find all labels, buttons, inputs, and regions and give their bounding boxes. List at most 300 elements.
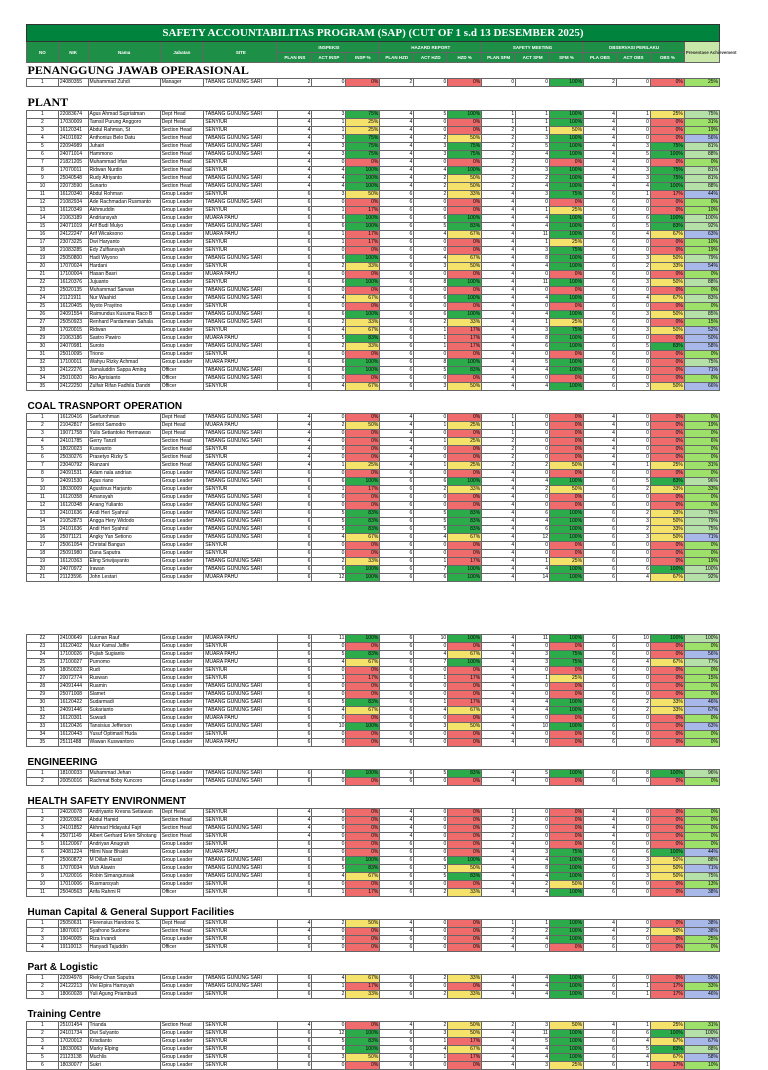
cell-hzd-pct: 0% (448, 731, 482, 739)
cell-plan-sfm: 4 (482, 215, 516, 223)
cell-act-obs: 0 (616, 159, 650, 167)
cell-insp-pct: 75% (346, 135, 380, 143)
cell-sfm-pct: 100% (550, 167, 584, 175)
cell-nik: 22094978 (58, 975, 88, 983)
cell-insp-pct: 17% (346, 486, 380, 494)
cell-insp-pct: 100% (346, 167, 380, 175)
cell-pla-obs: 6 (584, 849, 617, 857)
cell-act-sfm: 4 (516, 311, 550, 319)
cell-act-sfm: 14 (516, 574, 550, 582)
cell-act-obs: 0 (616, 287, 650, 295)
cell-nik: 17010006 (58, 881, 88, 889)
cell-sfm-pct: 0% (550, 691, 584, 699)
cell-act-insp: 0 (312, 731, 346, 739)
cell-obs-pct: 17% (650, 991, 684, 999)
header-plan-sfm: PLAN SFM (482, 53, 516, 63)
cell-act-sfm: 0 (516, 494, 550, 502)
cell-nama: Wahyu Rizky Achmad (88, 359, 160, 367)
cell-nama: Ruswan (88, 675, 160, 683)
cell-no: 8 (27, 470, 59, 478)
cell-insp-pct: 0% (346, 494, 380, 502)
cell-plan-hzd: 6 (380, 223, 414, 231)
cell-act-obs: 0 (616, 817, 650, 825)
cell-nik: 25050923 (58, 319, 88, 327)
cell-site: SENYIUR (204, 731, 278, 739)
cell-hzd-pct: 17% (448, 327, 482, 335)
header-group-inspeksi: INSPEKSI (278, 42, 380, 53)
cell-hzd-pct: 0% (448, 303, 482, 311)
cell-pla-obs: 6 (584, 375, 617, 383)
cell-act-hzd: 0 (414, 470, 448, 478)
cell-hzd-pct: 0% (448, 1062, 482, 1070)
cell-plan-hzd: 6 (380, 383, 414, 391)
table-row (27, 367, 720, 375)
table-row (27, 809, 720, 817)
section-title: PLANT (27, 95, 69, 109)
cell-hzd-pct: 0% (448, 271, 482, 279)
cell-nama: Yusuf Optimaril Huda (88, 731, 160, 739)
cell-act-insp: 0 (312, 199, 346, 207)
cell-act-sfm: 0 (516, 271, 550, 279)
cell-achievement: 19% (684, 247, 719, 255)
cell-act-sfm: 1 (516, 319, 550, 327)
cell-act-insp: 2 (312, 991, 346, 999)
cell-plan-hzd: 6 (380, 991, 414, 999)
cell-obs-pct: 0% (650, 247, 684, 255)
cell-achievement: 44% (684, 191, 719, 199)
cell-pla-obs: 4 (584, 454, 617, 462)
cell-achievement: 6% (684, 438, 719, 446)
cell-pla-obs: 6 (584, 1038, 617, 1046)
cell-no: 4 (27, 1046, 59, 1054)
cell-jabatan: Group Leader (160, 707, 204, 715)
cell-act-sfm: 0 (516, 303, 550, 311)
cell-hzd-pct: 100% (448, 167, 482, 175)
cell-plan-sfm: 2 (482, 1022, 516, 1030)
cell-plan-hzd: 6 (380, 944, 414, 952)
cell-plan-hzd: 6 (380, 502, 414, 510)
cell-plan-ins: 6 (278, 683, 312, 691)
cell-nik: 24080355 (58, 79, 88, 87)
cell-achievement: 31% (684, 1022, 719, 1030)
cell-obs-pct: 0% (650, 881, 684, 889)
cell-sfm-pct: 100% (550, 279, 584, 287)
cell-nama: Angky Yan Setiono (88, 534, 160, 542)
cell-sfm-pct: 0% (550, 825, 584, 833)
cell-act-hzd: 1 (414, 1038, 448, 1046)
cell-act-insp: 3 (312, 135, 346, 143)
cell-no: 2 (27, 119, 59, 127)
cell-plan-ins: 4 (278, 825, 312, 833)
cell-act-hzd: 5 (414, 223, 448, 231)
cell-act-sfm: 0 (516, 809, 550, 817)
cell-no: 25 (27, 303, 59, 311)
cell-plan-hzd: 4 (380, 462, 414, 470)
cell-plan-ins: 4 (278, 422, 312, 430)
cell-act-hzd: 2 (414, 486, 448, 494)
cell-act-insp: 5 (312, 526, 346, 534)
cell-site: SENYIUR (204, 928, 278, 936)
cell-plan-hzd: 6 (380, 699, 414, 707)
table-row (27, 534, 720, 542)
cell-achievement: 63% (684, 723, 719, 731)
cell-hzd-pct: 0% (448, 414, 482, 422)
cell-nama: Hilmi Nsar Bhakti (88, 849, 160, 857)
cell-site: SENYIUR (204, 936, 278, 944)
cell-act-obs: 0 (616, 239, 650, 247)
cell-act-hzd: 0 (414, 454, 448, 462)
cell-act-obs: 0 (616, 643, 650, 651)
cell-pla-obs: 6 (584, 691, 617, 699)
table-row (27, 574, 720, 582)
cell-achievement: 0% (684, 809, 719, 817)
cell-jabatan: Officer (160, 889, 204, 897)
cell-act-insp: 1 (312, 462, 346, 470)
cell-sfm-pct: 25% (550, 1062, 584, 1070)
cell-hzd-pct: 0% (448, 920, 482, 928)
cell-act-hzd: 1 (414, 438, 448, 446)
cell-hzd-pct: 50% (448, 723, 482, 731)
cell-pla-obs: 6 (584, 327, 617, 335)
cell-obs-pct: 0% (650, 135, 684, 143)
cell-achievement: 58% (684, 343, 719, 351)
cell-achievement: 100% (684, 215, 719, 223)
cell-plan-ins: 6 (278, 849, 312, 857)
cell-nik: 19110013 (58, 944, 88, 952)
cell-nik: 17070011 (58, 167, 88, 175)
table-row (27, 183, 720, 191)
table-row (27, 707, 720, 715)
cell-plan-hzd: 6 (380, 542, 414, 550)
cell-plan-hzd: 2 (380, 79, 414, 87)
cell-plan-hzd: 6 (380, 566, 414, 574)
cell-sfm-pct: 25% (550, 558, 584, 566)
cell-site: SENYIUR (204, 542, 278, 550)
cell-act-insp: 1 (312, 127, 346, 135)
cell-sfm-pct: 0% (550, 494, 584, 502)
cell-act-insp: 6 (312, 223, 346, 231)
cell-no: 4 (27, 438, 59, 446)
cell-sfm-pct: 100% (550, 231, 584, 239)
cell-act-hzd: 0 (414, 119, 448, 127)
cell-act-sfm: 8 (516, 335, 550, 343)
cell-jabatan: Group Leader (160, 683, 204, 691)
cell-achievement: 81% (684, 175, 719, 183)
spacer-row (27, 747, 720, 756)
cell-site: MUARA PAHU (204, 635, 278, 643)
cell-nama: Sukri (88, 1062, 160, 1070)
cell-hzd-pct: 100% (448, 566, 482, 574)
cell-act-insp: 11 (312, 635, 346, 643)
cell-sfm-pct: 100% (550, 1038, 584, 1046)
cell-act-hzd: 4 (414, 231, 448, 239)
table-row (27, 422, 720, 430)
cell-nik: 25091980 (58, 550, 88, 558)
cell-plan-hzd: 6 (380, 1030, 414, 1038)
cell-pla-obs: 6 (584, 667, 617, 675)
cell-plan-sfm: 1 (482, 111, 516, 119)
cell-plan-sfm: 4 (482, 635, 516, 643)
cell-jabatan: Group Leader (160, 699, 204, 707)
table-row (27, 247, 720, 255)
cell-act-sfm: 4 (516, 975, 550, 983)
cell-plan-hzd: 6 (380, 191, 414, 199)
cell-act-sfm: 4 (516, 478, 550, 486)
cell-plan-sfm: 4 (482, 255, 516, 263)
cell-act-insp: 0 (312, 446, 346, 454)
cell-insp-pct: 33% (346, 991, 380, 999)
cell-plan-ins: 6 (278, 651, 312, 659)
cell-act-insp: 1 (312, 889, 346, 897)
cell-nama: Dwi Sulyanto (88, 1030, 160, 1038)
cell-plan-sfm: 4 (482, 303, 516, 311)
header-nama: Nama (88, 42, 160, 63)
cell-plan-hzd: 6 (380, 1054, 414, 1062)
cell-nama: Hadi Wiyono (88, 255, 160, 263)
cell-achievement: 0% (684, 542, 719, 550)
section-title: Part & Logistic (27, 961, 99, 973)
cell-obs-pct: 0% (650, 159, 684, 167)
cell-site: SENYIUR (204, 817, 278, 825)
cell-achievement: 46% (684, 991, 719, 999)
cell-plan-ins: 6 (278, 991, 312, 999)
header-hzd-pct: HZD % (448, 53, 482, 63)
cell-plan-hzd: 6 (380, 715, 414, 723)
cell-achievement: 50% (684, 975, 719, 983)
cell-act-sfm: 4 (516, 889, 550, 897)
cell-plan-ins: 6 (278, 643, 312, 651)
cell-insp-pct: 0% (346, 414, 380, 422)
cell-act-obs: 0 (616, 809, 650, 817)
cell-nik: 25101454 (58, 1022, 88, 1030)
table-row (27, 351, 720, 359)
cell-plan-sfm: 4 (482, 1038, 516, 1046)
cell-act-sfm: 3 (516, 651, 550, 659)
cell-plan-hzd: 4 (380, 446, 414, 454)
cell-insp-pct: 17% (346, 231, 380, 239)
section-title: PENANGGUNG JAWAB OPERASIONAL (27, 63, 249, 77)
cell-nik: 24101636 (58, 526, 88, 534)
cell-nama: Andi Heri Syahrul (88, 510, 160, 518)
cell-no: 33 (27, 367, 59, 375)
cell-hzd-pct: 33% (448, 191, 482, 199)
cell-insp-pct: 0% (346, 715, 380, 723)
cell-achievement: 0% (684, 454, 719, 462)
cell-plan-ins: 6 (278, 881, 312, 889)
cell-no: 32 (27, 359, 59, 367)
cell-nik: 25071149 (58, 833, 88, 841)
cell-plan-ins: 6 (278, 191, 312, 199)
cell-plan-ins: 6 (278, 486, 312, 494)
cell-achievement: 38% (684, 889, 719, 897)
cell-act-obs: 0 (616, 207, 650, 215)
cell-act-insp: 2 (312, 920, 346, 928)
cell-no: 2 (27, 817, 59, 825)
cell-site: TABANG GUNUNG SARI (204, 825, 278, 833)
cell-nama: Agus Ahmad Supriatman (88, 111, 160, 119)
cell-plan-hzd: 6 (380, 351, 414, 359)
cell-act-obs: 6 (616, 566, 650, 574)
cell-act-hzd: 2 (414, 135, 448, 143)
cell-act-hzd: 1 (414, 558, 448, 566)
cell-nama: Saefurohman (88, 414, 160, 422)
cell-plan-sfm: 4 (482, 770, 516, 778)
cell-act-insp: 4 (312, 873, 346, 881)
cell-plan-ins: 6 (278, 691, 312, 699)
cell-act-insp: 2 (312, 558, 346, 566)
cell-act-insp: 2 (312, 319, 346, 327)
cell-plan-ins: 4 (278, 135, 312, 143)
cell-plan-ins: 6 (278, 223, 312, 231)
cell-act-hzd: 0 (414, 731, 448, 739)
cell-plan-ins: 4 (278, 809, 312, 817)
cell-act-obs: 4 (616, 295, 650, 303)
cell-hzd-pct: 0% (448, 739, 482, 747)
table-row (27, 975, 720, 983)
cell-obs-pct: 17% (650, 1062, 684, 1070)
cell-pla-obs: 6 (584, 975, 617, 983)
cell-insp-pct: 0% (346, 470, 380, 478)
cell-nama: Tansisius Jefferson (88, 723, 160, 731)
cell-act-insp: 1 (312, 675, 346, 683)
cell-act-hzd: 4 (414, 707, 448, 715)
cell-act-obs: 0 (616, 944, 650, 952)
cell-obs-pct: 0% (650, 319, 684, 327)
cell-jabatan: Group Leader (160, 255, 204, 263)
cell-pla-obs: 6 (584, 207, 617, 215)
cell-achievement: 44% (684, 849, 719, 857)
cell-nik: 21083285 (58, 247, 88, 255)
cell-plan-hzd: 4 (380, 825, 414, 833)
cell-act-insp: 6 (312, 255, 346, 263)
cell-plan-ins: 6 (278, 889, 312, 897)
cell-pla-obs: 6 (584, 311, 617, 319)
cell-pla-obs: 6 (584, 936, 617, 944)
cell-plan-sfm: 2 (482, 167, 516, 175)
cell-plan-ins: 6 (278, 1030, 312, 1038)
cell-sfm-pct: 0% (550, 430, 584, 438)
cell-achievement: 100% (684, 635, 719, 643)
cell-act-obs: 3 (616, 327, 650, 335)
cell-achievement: 0% (684, 550, 719, 558)
cell-act-insp: 0 (312, 454, 346, 462)
cell-act-insp: 0 (312, 470, 346, 478)
cell-obs-pct: 33% (650, 263, 684, 271)
table-row (27, 865, 720, 873)
cell-nik: 24101636 (58, 510, 88, 518)
cell-site: SENYIUR (204, 486, 278, 494)
cell-act-sfm: 0 (516, 817, 550, 825)
cell-plan-ins: 6 (278, 542, 312, 550)
cell-act-obs: 0 (616, 319, 650, 327)
cell-jabatan: Officer (160, 375, 204, 383)
cell-act-insp: 0 (312, 542, 346, 550)
cell-plan-ins: 6 (278, 723, 312, 731)
cell-plan-sfm: 4 (482, 383, 516, 391)
cell-achievement: 0% (684, 414, 719, 422)
cell-pla-obs: 6 (584, 1046, 617, 1054)
cell-act-obs: 5 (616, 478, 650, 486)
cell-insp-pct: 33% (346, 319, 380, 327)
cell-hzd-pct: 25% (448, 438, 482, 446)
table-row (27, 359, 720, 367)
table-row (27, 199, 720, 207)
cell-insp-pct: 50% (346, 191, 380, 199)
cell-act-sfm: 4 (516, 991, 550, 999)
cell-site: TABANG GUNUNG SARI (204, 151, 278, 159)
cell-no: 27 (27, 319, 59, 327)
cell-act-obs: 5 (616, 1046, 650, 1054)
cell-pla-obs: 6 (584, 231, 617, 239)
cell-nama: Abdul Rahman, St (88, 127, 160, 135)
cell-nama: Rieky Chan Saputra (88, 975, 160, 983)
cell-sfm-pct: 100% (550, 255, 584, 263)
table-row (27, 936, 720, 944)
cell-nik: 25020135 (58, 287, 88, 295)
cell-obs-pct: 50% (650, 928, 684, 936)
cell-plan-sfm: 2 (482, 446, 516, 454)
cell-plan-ins: 6 (278, 1054, 312, 1062)
cell-jabatan: Group Leader (160, 778, 204, 786)
cell-insp-pct: 83% (346, 526, 380, 534)
cell-act-insp: 0 (312, 438, 346, 446)
cell-no: 24 (27, 651, 59, 659)
cell-act-sfm: 12 (516, 534, 550, 542)
cell-site: MUARA PAHU (204, 651, 278, 659)
cell-plan-sfm: 1 (482, 422, 516, 430)
cell-site: SENYIUR (204, 303, 278, 311)
cell-act-obs: 0 (616, 550, 650, 558)
cell-nama: Nur Waahid (88, 295, 160, 303)
cell-plan-hzd: 6 (380, 215, 414, 223)
cell-obs-pct: 0% (650, 454, 684, 462)
cell-achievement: 54% (684, 263, 719, 271)
cell-plan-ins: 6 (278, 1046, 312, 1054)
cell-jabatan: Group Leader (160, 470, 204, 478)
cell-plan-sfm: 4 (482, 944, 516, 952)
cell-site: TABANG GUNUNG SARI (204, 873, 278, 881)
cell-achievement: 38% (684, 920, 719, 928)
cell-plan-ins: 4 (278, 167, 312, 175)
cell-insp-pct: 0% (346, 454, 380, 462)
cell-site: TABANG GUNUNG SARI (204, 510, 278, 518)
cell-pla-obs: 4 (584, 1022, 617, 1030)
cell-obs-pct: 83% (650, 478, 684, 486)
cell-plan-sfm: 2 (482, 159, 516, 167)
cell-sfm-pct: 0% (550, 351, 584, 359)
cell-pla-obs: 6 (584, 255, 617, 263)
cell-jabatan: Dept Head (160, 430, 204, 438)
cell-plan-hzd: 6 (380, 247, 414, 255)
cell-plan-sfm: 4 (482, 375, 516, 383)
cell-plan-hzd: 6 (380, 263, 414, 271)
cell-nama: Sudarmadi (88, 699, 160, 707)
cell-insp-pct: 0% (346, 833, 380, 841)
header-plan-hzd: PLAN HZD (380, 53, 414, 63)
cell-nama: Andriansyah (88, 215, 160, 223)
cell-site: SENYIUR (204, 889, 278, 897)
cell-act-insp: 0 (312, 715, 346, 723)
table-row (27, 446, 720, 454)
cell-no: 6 (27, 1062, 59, 1070)
cell-act-insp: 12 (312, 574, 346, 582)
cell-nama: Hammono (88, 151, 160, 159)
cell-site: TABANG GUNUNG SARI (204, 223, 278, 231)
cell-plan-ins: 6 (278, 359, 312, 367)
cell-act-hzd: 0 (414, 667, 448, 675)
cell-plan-hzd: 6 (380, 849, 414, 857)
cell-no: 5 (27, 143, 59, 151)
